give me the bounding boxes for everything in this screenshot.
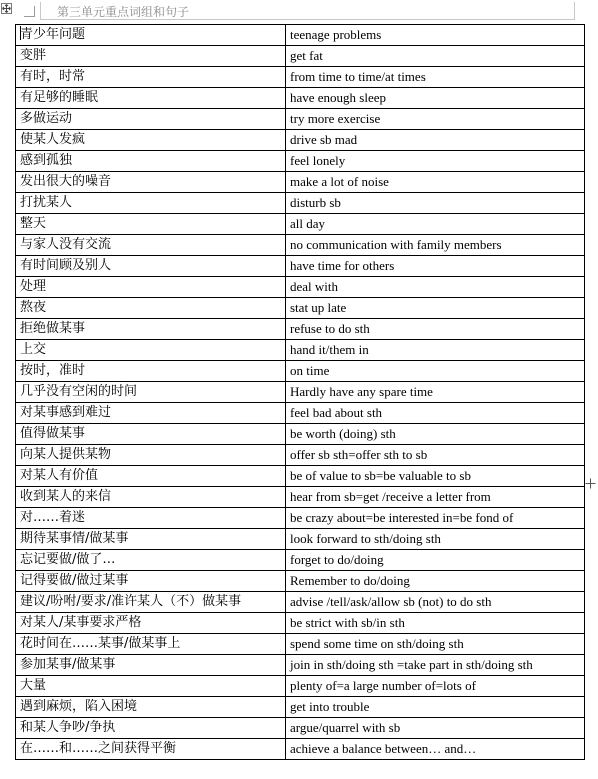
table-row [16,403,585,424]
english-phrase-cell[interactable]: feel bad about sth [286,403,585,424]
chinese-phrase-text: 发出很大的噪音 [20,174,112,189]
table-row [16,466,585,487]
english-phrase-cell[interactable]: be strict with sb/in sth [286,613,585,634]
table-row [16,634,585,655]
chinese-phrase-cell[interactable] [16,235,286,256]
english-phrase-cell[interactable]: offer sb sth=offer sth to sb [286,445,585,466]
english-phrase-cell[interactable]: teenage problems [286,25,585,46]
english-phrase-cell[interactable]: refuse to do sth [286,319,585,340]
chinese-phrase-cell[interactable] [16,466,286,487]
table-row [16,340,585,361]
table-row [16,109,585,130]
table-row [16,592,585,613]
chinese-phrase-cell[interactable] [16,193,286,214]
chinese-phrase-text: 有足够的睡眠 [20,90,99,105]
table-row [16,319,585,340]
chinese-phrase-cell[interactable] [16,319,286,340]
table-row [16,550,585,571]
table-row [16,445,585,466]
english-phrase-cell[interactable]: join in sth/doing sth =take part in sth/doing sth [286,655,585,676]
chinese-phrase-cell[interactable] [16,508,286,529]
english-phrase-cell[interactable]: spend some time on sth/doing sth [286,634,585,655]
table-row [16,214,585,235]
chinese-phrase-cell[interactable] [16,109,286,130]
table-row [16,697,585,718]
chinese-phrase-cell[interactable] [16,277,286,298]
chinese-phrase-text: 收到某人的来信 [20,489,112,504]
chinese-phrase-cell[interactable] [16,25,286,46]
table-row [16,193,585,214]
english-phrase-cell[interactable]: disturb sb [286,193,585,214]
table-row [16,718,585,739]
table-row [16,424,585,445]
chinese-phrase-text: 青少年问题 [20,27,86,42]
english-phrase-cell[interactable]: make a lot of noise [286,172,585,193]
chinese-phrase-cell[interactable] [16,46,286,67]
chinese-phrase-text: 与家人没有交流 [20,237,112,252]
chinese-phrase-text: 大量 [20,678,47,693]
chinese-phrase-text: 对某人有价值 [20,468,99,483]
english-phrase-cell[interactable]: have time for others [286,256,585,277]
chinese-phrase-text: 打扰某人 [20,195,73,210]
english-phrase-cell[interactable]: argue/quarrel with sb [286,718,585,739]
table-row [16,151,585,172]
chinese-phrase-cell[interactable] [16,88,286,109]
chinese-phrase-text: 对某事感到难过 [20,405,112,420]
chinese-phrase-text: 花时间在……某事/做某事上 [20,636,181,651]
table-row [16,46,585,67]
english-phrase-cell[interactable]: get into trouble [286,697,585,718]
chinese-phrase-cell[interactable] [16,613,286,634]
chinese-phrase-text: 忘记要做/做了… [20,552,116,567]
chinese-phrase-cell[interactable] [16,529,286,550]
table-row [16,277,585,298]
table-row [16,67,585,88]
chinese-phrase-text: 有时，时常 [20,69,86,84]
chinese-phrase-cell[interactable] [16,550,286,571]
chinese-phrase-cell[interactable] [16,655,286,676]
chinese-phrase-text: 参加某事/做某事 [20,657,116,672]
english-phrase-cell[interactable]: all day [286,214,585,235]
table-row [16,655,585,676]
english-phrase-cell[interactable]: drive sb mad [286,130,585,151]
chinese-phrase-cell[interactable] [16,361,286,382]
english-phrase-cell[interactable]: stat up late [286,298,585,319]
english-phrase-cell[interactable]: hear from sb=get /receive a letter from [286,487,585,508]
chinese-phrase-cell[interactable] [16,739,286,760]
chinese-phrase-cell[interactable] [16,67,286,88]
chinese-phrase-text: 有时间顾及别人 [20,258,112,273]
chinese-phrase-cell[interactable] [16,298,286,319]
english-phrase-cell[interactable]: achieve a balance between… and… [286,739,585,760]
add-row-plus-icon[interactable] [585,478,596,489]
chinese-phrase-text: 记得要做/做过某事 [20,573,129,588]
table-row [16,508,585,529]
chinese-phrase-text: 在……和……之间获得平衡 [20,741,177,756]
english-phrase-cell[interactable]: get fat [286,46,585,67]
table-row [16,130,585,151]
table-move-handle-icon[interactable] [1,3,12,14]
chinese-phrase-text: 遇到麻烦，陷入困境 [20,699,138,714]
chinese-phrase-text: 建议/吩咐/要求/准许某人（不）做某事 [20,594,242,609]
chinese-phrase-text: 期待某事情/做某事 [20,531,129,546]
chinese-phrase-cell[interactable] [16,718,286,739]
vocabulary-table [15,24,585,760]
table-row [16,613,585,634]
table-row [16,739,585,760]
english-phrase-cell[interactable]: have enough sleep [286,88,585,109]
chinese-phrase-text: 值得做某事 [20,426,86,441]
english-phrase-cell[interactable]: hand it/them in [286,340,585,361]
chinese-phrase-text: 对某人/某事要求严格 [20,615,142,630]
table-row [16,529,585,550]
chinese-phrase-text: 多做运动 [20,111,73,126]
english-phrase-cell[interactable]: deal with [286,277,585,298]
chinese-phrase-cell[interactable] [16,382,286,403]
chinese-phrase-cell[interactable] [16,403,286,424]
table-row [16,235,585,256]
chinese-phrase-text: 整天 [20,216,47,231]
chinese-phrase-text: 拒绝做某事 [20,321,86,336]
table-row [16,172,585,193]
english-phrase-cell[interactable]: on time [286,361,585,382]
page-title: 第三单元重点词组和句子 [57,5,190,19]
chinese-phrase-text: 变胖 [20,48,47,63]
table-row [16,487,585,508]
chinese-phrase-cell[interactable] [16,151,286,172]
chinese-phrase-text: 使某人发疯 [20,132,86,147]
chinese-phrase-cell[interactable] [16,445,286,466]
english-phrase-cell[interactable]: feel lonely [286,151,585,172]
chinese-phrase-cell[interactable] [16,487,286,508]
english-phrase-cell[interactable]: from time to time/at times [286,67,585,88]
chinese-phrase-cell[interactable] [16,571,286,592]
chinese-phrase-cell[interactable] [16,634,286,655]
english-phrase-cell[interactable]: be crazy about=be interested in=be fond of [286,508,585,529]
english-phrase-cell[interactable]: be of value to sb=be valuable to sb [286,466,585,487]
table-row [16,88,585,109]
table-row [16,676,585,697]
english-phrase-cell[interactable]: be worth (doing) sth [286,424,585,445]
chinese-phrase-text: 感到孤独 [20,153,73,168]
chinese-phrase-cell[interactable] [16,592,286,613]
english-phrase-cell[interactable]: plenty of=a large number of=lots of [286,676,585,697]
table-row [16,361,585,382]
chinese-phrase-cell[interactable] [16,172,286,193]
chinese-phrase-cell[interactable] [16,256,286,277]
english-phrase-cell[interactable]: advise /tell/ask/allow sb (not) to do sth [286,592,585,613]
table-row [16,25,585,46]
english-phrase-cell[interactable]: Hardly have any spare time [286,382,585,403]
english-phrase-cell[interactable]: Remember to do/doing [286,571,585,592]
chinese-phrase-cell[interactable] [16,214,286,235]
table-row [16,298,585,319]
chinese-phrase-text: 按时，准时 [20,363,86,378]
chinese-phrase-cell[interactable] [16,676,286,697]
english-phrase-cell[interactable]: no communication with family members [286,235,585,256]
chinese-phrase-text: 和某人争吵/争执 [20,720,116,735]
table-row [16,382,585,403]
chinese-phrase-text: 处理 [20,279,47,294]
chinese-phrase-cell[interactable] [16,340,286,361]
english-phrase-cell[interactable]: forget to do/doing [286,550,585,571]
chinese-phrase-text: 上交 [20,342,47,357]
chinese-phrase-cell[interactable] [16,130,286,151]
table-row [16,571,585,592]
english-phrase-cell[interactable]: try more exercise [286,109,585,130]
english-phrase-cell[interactable]: look forward to sth/doing sth [286,529,585,550]
table-row [16,256,585,277]
chinese-phrase-cell[interactable] [16,697,286,718]
margin-corner-mark [24,6,35,17]
chinese-phrase-text: 向某人提供某物 [20,447,112,462]
chinese-phrase-text: 对……着迷 [20,510,86,525]
chinese-phrase-text: 熬夜 [20,300,47,315]
chinese-phrase-text: 几乎没有空闲的时间 [20,384,138,399]
chinese-phrase-cell[interactable] [16,424,286,445]
